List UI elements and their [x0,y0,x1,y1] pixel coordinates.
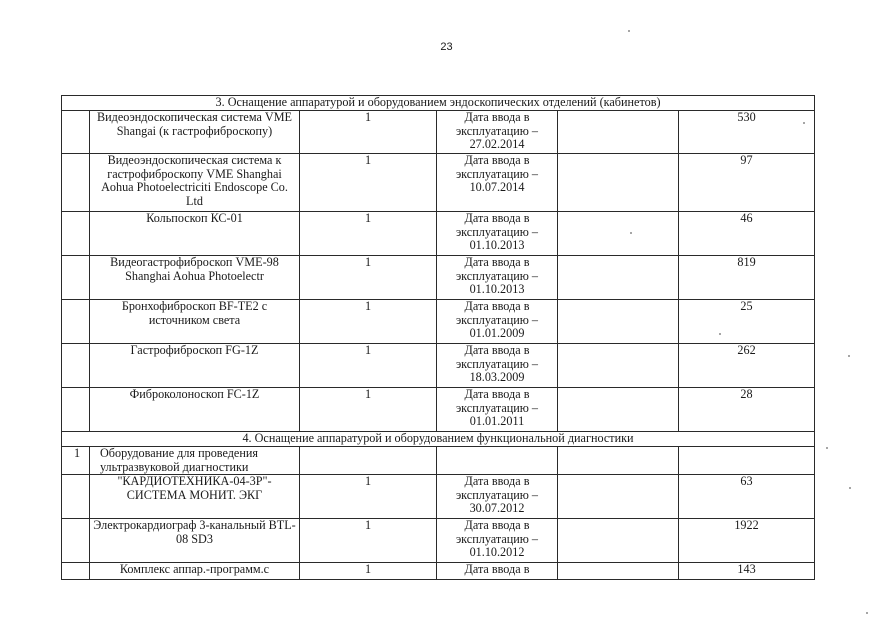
cell-commission: Дата ввода в эксплуатацию – 01.01.2009 [437,300,558,344]
cell-blank [558,256,679,300]
cell-value: 28 [679,388,815,432]
cell-blank [558,388,679,432]
cell-qty: 1 [300,388,437,432]
section-title: 4. Оснащение аппаратурой и оборудованием функциональной диагностики [62,432,815,447]
scan-speck [848,355,850,357]
cell-qty [300,447,437,475]
cell-commission: Дата ввода в эксплуатацию – 30.07.2012 [437,475,558,519]
cell-commission: Дата ввода в [437,563,558,580]
table-row [62,475,815,519]
cell-commission: Дата ввода в эксплуатацию – 01.01.2011 [437,388,558,432]
table-row [62,111,815,154]
cell-value: 97 [679,154,815,212]
cell-num [62,300,90,344]
table-row [62,388,815,432]
cell-qty: 1 [300,519,437,563]
cell-value: 530 [679,111,815,154]
cell-name: Фиброколоноскоп FC-1Z [90,388,300,432]
cell-qty: 1 [300,256,437,300]
table-row [62,256,815,300]
cell-name: Комплекс аппар.-программ.с [90,563,300,580]
cell-name: Электрокардиограф 3-канальный BTL-08 SD3 [90,519,300,563]
cell-name: Видеогастрофиброскоп VME-98 Shanghai Aohua Photoelectr [90,256,300,300]
table-row [62,563,815,580]
cell-name: Видеоэндоскопическая система к гастрофиброскопу VME Shanghai Aohua Photoelectriciti Endoscope Co. Ltd [90,154,300,212]
cell-value: 25 [679,300,815,344]
scan-speck [849,487,851,489]
cell-qty: 1 [300,212,437,256]
cell-name: "КАРДИОТЕХНИКА-04-3Р"-СИСТЕМА МОНИТ. ЭКГ [90,475,300,519]
cell-num [62,111,90,154]
cell-value: 46 [679,212,815,256]
section-header-row [62,432,815,447]
table-row [62,344,815,388]
cell-value: 262 [679,344,815,388]
cell-name: Видеоэндоскопическая система VME Shangai (к гастрофиброскопу) [90,111,300,154]
cell-blank [558,154,679,212]
cell-name: Оборудование для проведения ультразвуковой диагностики [90,447,300,475]
cell-name: Кольпоскоп КС-01 [90,212,300,256]
scan-speck [630,232,632,234]
equipment-table-body [62,96,815,580]
scan-speck [866,612,868,614]
cell-qty: 1 [300,111,437,154]
cell-num [62,154,90,212]
table-row [62,519,815,563]
cell-blank [558,475,679,519]
cell-blank [558,300,679,344]
cell-value: 1922 [679,519,815,563]
section-header-row [62,96,815,111]
cell-qty: 1 [300,154,437,212]
table-row [62,154,815,212]
cell-commission [437,447,558,475]
cell-commission: Дата ввода в эксплуатацию – 18.03.2009 [437,344,558,388]
cell-num [62,256,90,300]
cell-blank [558,212,679,256]
cell-name: Гастрофиброскоп FG-1Z [90,344,300,388]
cell-blank [558,563,679,580]
scan-speck [803,122,805,124]
cell-commission: Дата ввода в эксплуатацию – 01.10.2013 [437,212,558,256]
section-title: 3. Оснащение аппаратурой и оборудованием эндоскопических отделений (кабинетов) [62,96,815,111]
table-row [62,212,815,256]
cell-commission: Дата ввода в эксплуатацию – 10.07.2014 [437,154,558,212]
cell-commission: Дата ввода в эксплуатацию – 01.10.2013 [437,256,558,300]
cell-commission: Дата ввода в эксплуатацию – 01.10.2012 [437,519,558,563]
cell-blank [558,519,679,563]
cell-num [62,475,90,519]
cell-qty: 1 [300,475,437,519]
cell-blank [558,111,679,154]
cell-num [62,563,90,580]
cell-blank [558,447,679,475]
cell-value: 63 [679,475,815,519]
table-row [62,300,815,344]
cell-value: 143 [679,563,815,580]
cell-value [679,447,815,475]
scan-speck [826,447,828,449]
cell-num [62,388,90,432]
cell-num [62,212,90,256]
cell-blank [558,344,679,388]
cell-num [62,344,90,388]
cell-num: 1 [62,447,90,475]
cell-qty: 1 [300,344,437,388]
cell-value: 819 [679,256,815,300]
cell-commission: Дата ввода в эксплуатацию – 27.02.2014 [437,111,558,154]
cell-qty: 1 [300,300,437,344]
table-row [62,447,815,475]
page-number: 23 [440,41,453,53]
cell-qty: 1 [300,563,437,580]
cell-name: Бронхофиброскоп BF-TE2 с источником света [90,300,300,344]
cell-num [62,519,90,563]
scan-speck [719,333,721,335]
equipment-table [61,95,815,580]
scan-speck [628,30,630,32]
